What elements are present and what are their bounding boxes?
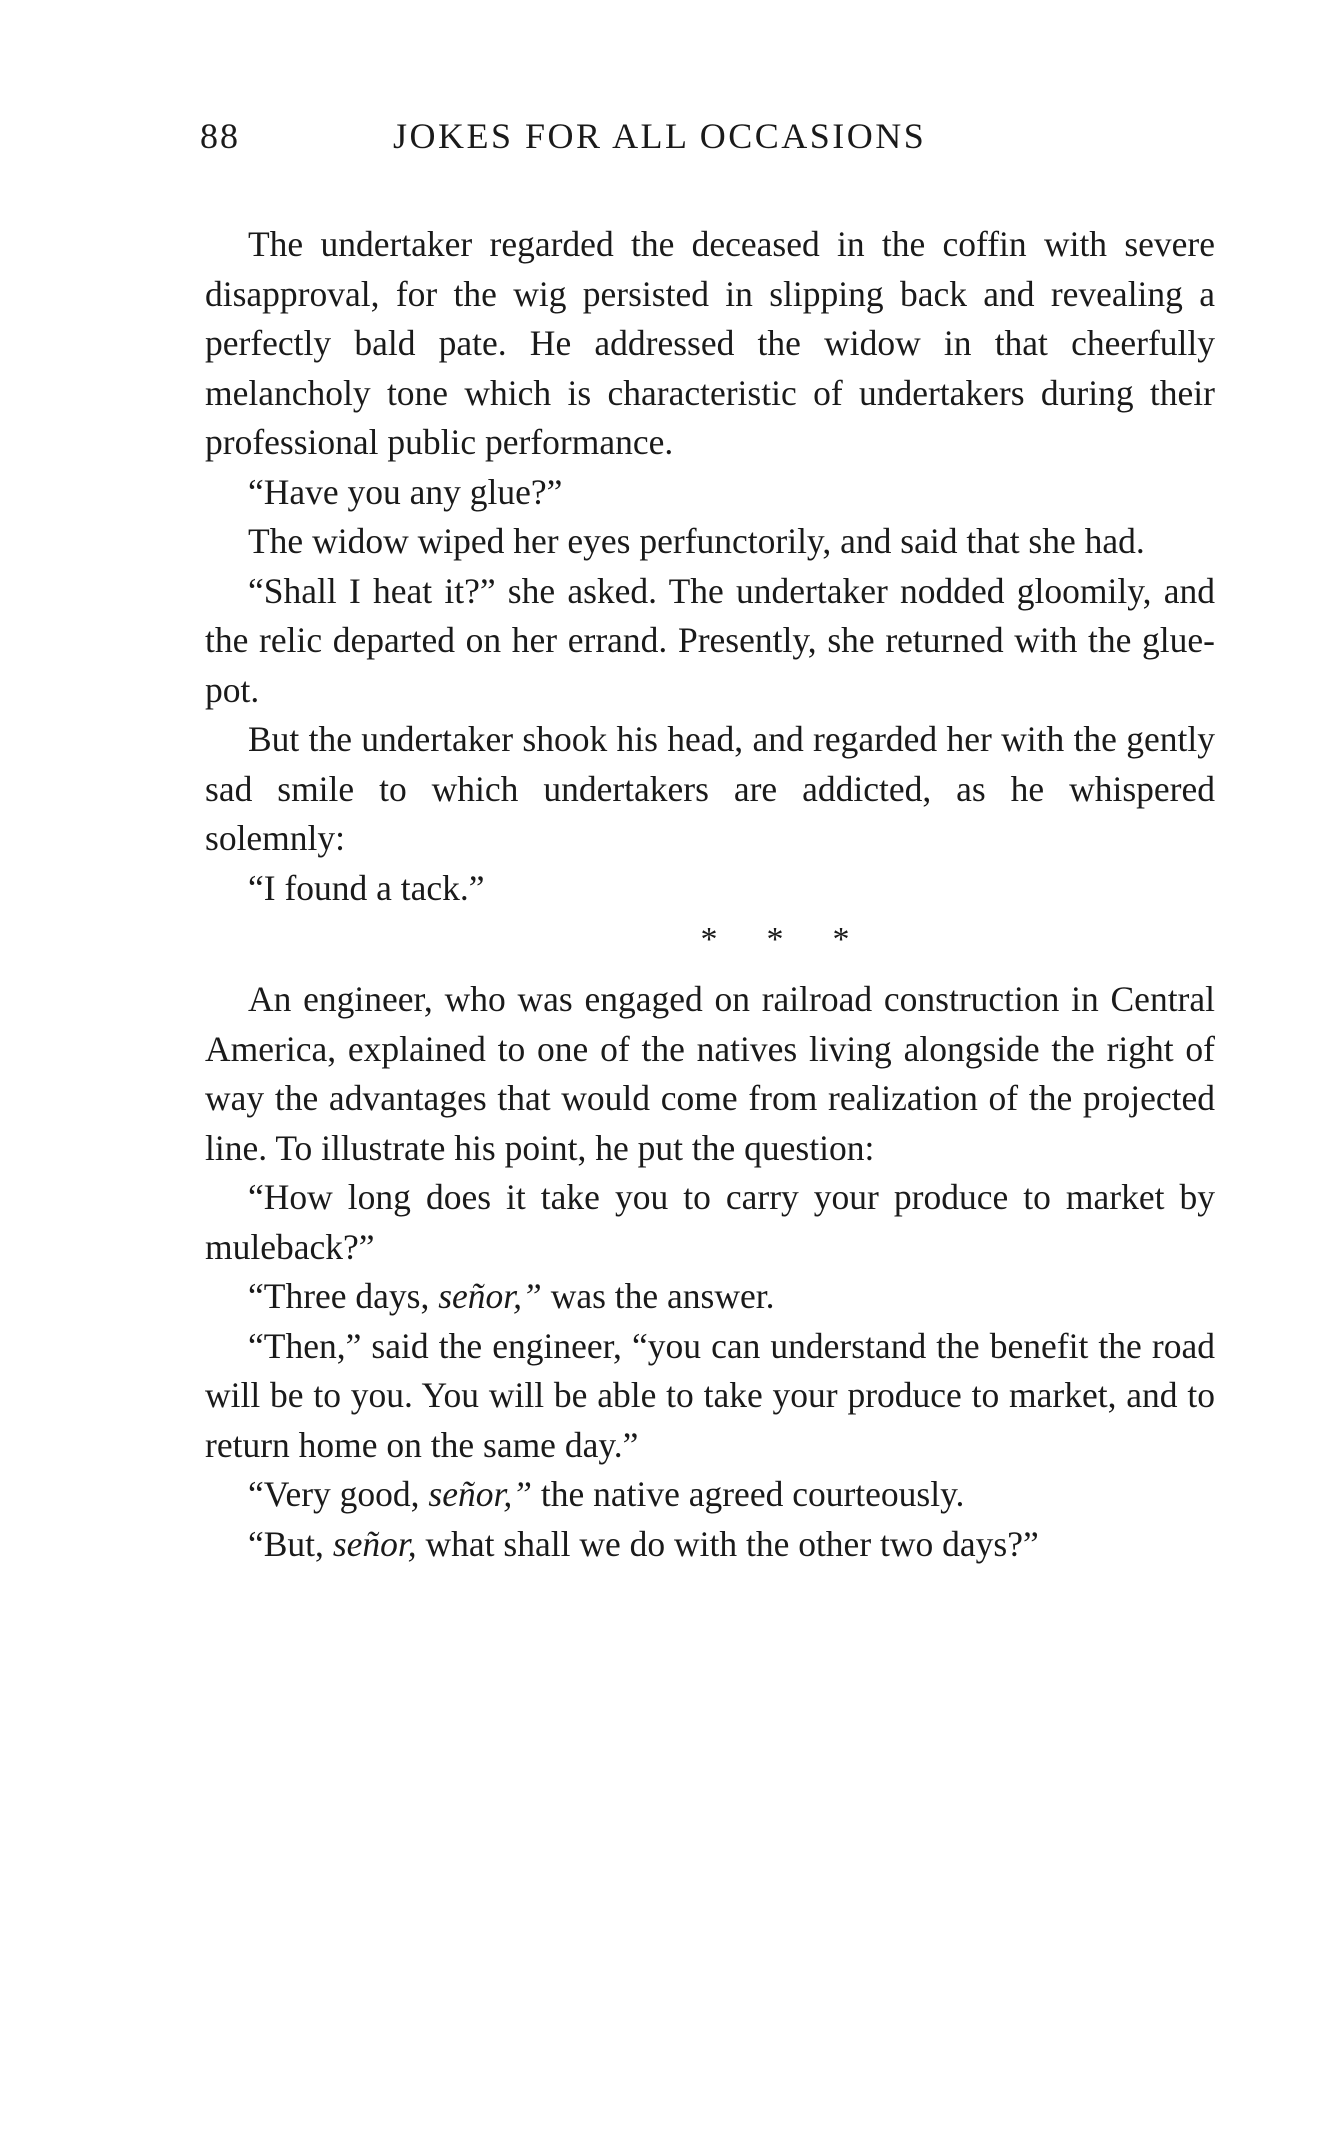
page-number: 88 — [200, 116, 240, 156]
story1-paragraph-5: But the undertaker shook his head, and regarded her with the gently sad smile to which undertakers are addicted, as he whispered solemnly: — [205, 719, 1215, 858]
section-separator — [205, 915, 1215, 965]
body-text — [205, 220, 1215, 1569]
text-run: “Three days, — [248, 1276, 439, 1316]
separator-star: * — [700, 921, 718, 958]
separator-star: * — [832, 921, 850, 958]
story1-paragraph-3: The widow wiped her eyes perfunctorily, and said that she had. — [248, 521, 1145, 561]
story2-paragraph-2: “How long does it take you to carry your produce to market by muleback?” — [205, 1177, 1215, 1267]
text-run: was the answer. — [541, 1276, 775, 1316]
story1-paragraph-2: “Have you any glue?” — [248, 471, 563, 512]
story2-paragraph-1: An engineer, who was engaged on railroad construction in Central America, explained to one of the natives living alongside the right of way the advantages that would come from realization of the projected line. To illustrate his point, he put the question: — [205, 979, 1215, 1168]
text-run: the native agreed courteously. — [532, 1474, 965, 1514]
story1-paragraph-1: The undertaker regarded the deceased in the coffin with severe disapproval, for the wig persisted in slipping back and revealing a perfectly bald pate. He addressed the widow in that cheerfully melancholy tone which is characteristic of undertakers during their professional public performance. — [205, 224, 1215, 462]
italic-term: señor,” — [438, 1276, 542, 1316]
story2-paragraph-6 — [205, 1520, 1215, 1570]
story2-paragraph-3 — [205, 1272, 1215, 1322]
story2-paragraph-5 — [205, 1470, 1215, 1520]
separator-star: * — [766, 921, 784, 958]
text-run: “But, — [248, 1523, 333, 1564]
italic-term: señor,” — [428, 1474, 532, 1514]
italic-term: señor, — [332, 1523, 417, 1564]
text-run: “Very good, — [248, 1474, 429, 1514]
text-run: what shall we do with the other two days?” — [416, 1523, 1039, 1564]
story2-paragraph-4: “Then,” said the engineer, “you can understand the benefit the road will be to you. You will be able to take your produce to market, and to return home on the same day.” — [205, 1325, 1215, 1465]
story1-paragraph-6: “I found a tack.” — [248, 867, 485, 908]
running-title: JOKES FOR ALL OCCASIONS — [393, 116, 927, 156]
story1-paragraph-4: “Shall I heat it?” she asked. The undertaker nodded gloomily, and the relic departed on her errand. Presently, she returned with the glue-pot. — [205, 570, 1215, 710]
